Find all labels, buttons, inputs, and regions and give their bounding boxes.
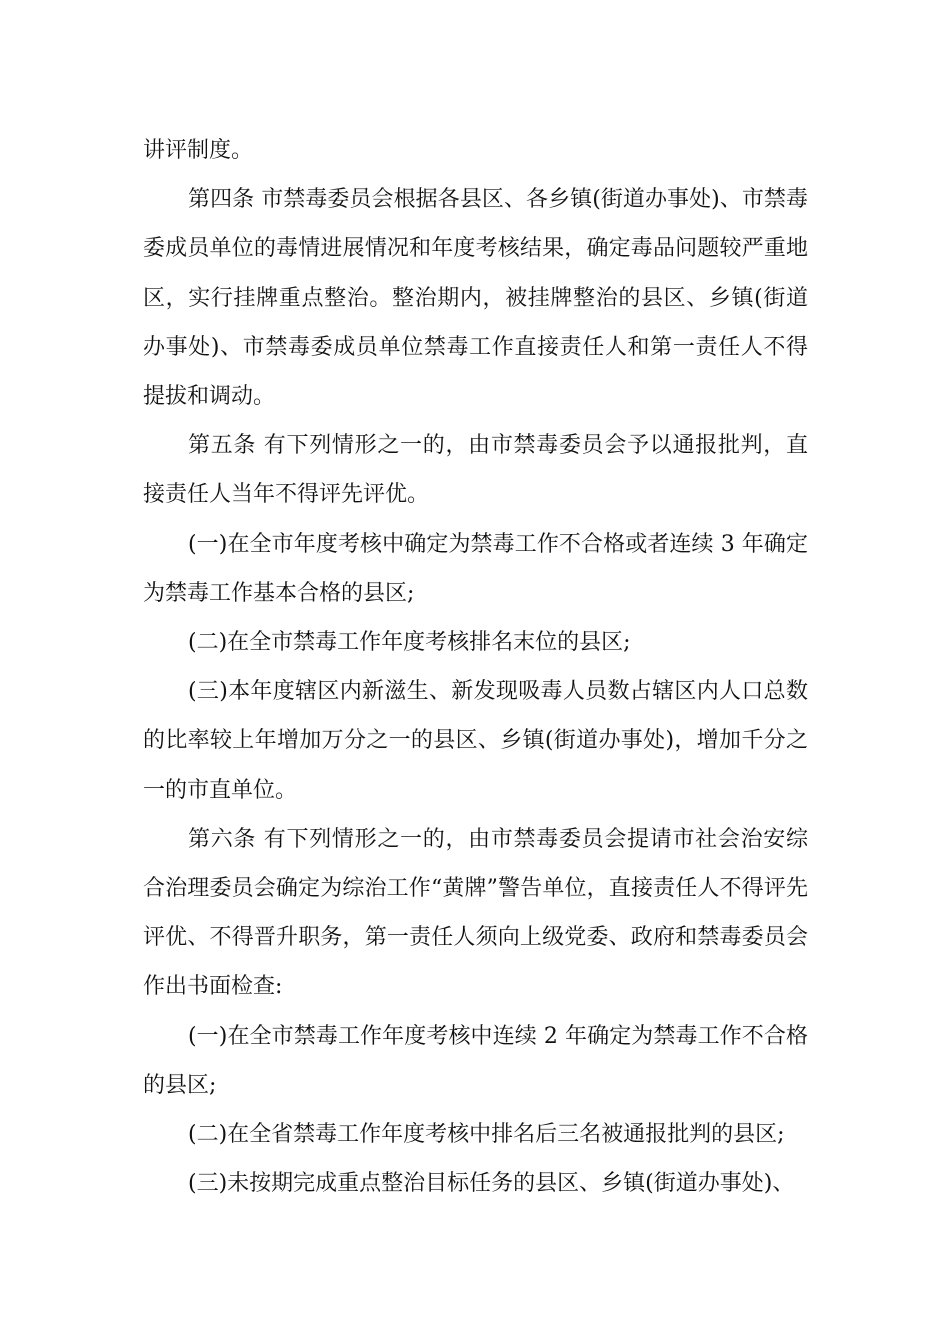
paragraph-article-5-item-3: (三)本年度辖区内新滋生、新发现吸毒人员数占辖区内人口总数的比率较上年增加万分之一的县区、乡镇(街道办事处)，增加千分之一的市直单位。	[143, 679, 808, 803]
paragraph-article-6-item-1: (一)在全市禁毒工作年度考核中连续 2 年确定为禁毒工作不合格的县区;	[143, 1023, 808, 1098]
paragraph-continuation: 讲评制度。	[143, 138, 254, 163]
document-body	[143, 126, 808, 1208]
paragraph-article-6-item-3: (三)未按期完成重点整治目标任务的县区、乡镇(街道办事处)、	[188, 1171, 795, 1197]
paragraph-article-6: 第六条 有下列情形之一的，由市禁毒委员会提请市社会治安综合治理委员会确定为综治工作“黄牌”警告单位，直接责任人不得评先评优、不得晋升职务，第一责任人须向上级党委、政府和禁毒委员会作出书面检查:	[143, 826, 808, 1000]
paragraph-article-4: 第四条 市禁毒委员会根据各县区、各乡镇(街道办事处)、市禁毒委成员单位的毒情进展情况和年度考核结果，确定毒品问题较严重地区，实行挂牌重点整治。整治期内，被挂牌整治的县区、乡镇(街道办事处)、市禁毒委成员单位禁毒工作直接责任人和第一责任人不得提拔和调动。	[143, 187, 808, 410]
paragraph-article-6-item-2: (二)在全省禁毒工作年度考核中排名后三名被通报批判的县区;	[188, 1122, 785, 1148]
paragraph-article-5-item-2: (二)在全市禁毒工作年度考核排名末位的县区;	[188, 630, 631, 656]
paragraph-article-5: 第五条 有下列情形之一的，由市禁毒委员会予以通报批判，直接责任人当年不得评先评优。	[143, 433, 808, 508]
paragraph-article-5-item-1: (一)在全市年度考核中确定为禁毒工作不合格或者连续 3 年确定为禁毒工作基本合格的县区;	[143, 531, 808, 606]
